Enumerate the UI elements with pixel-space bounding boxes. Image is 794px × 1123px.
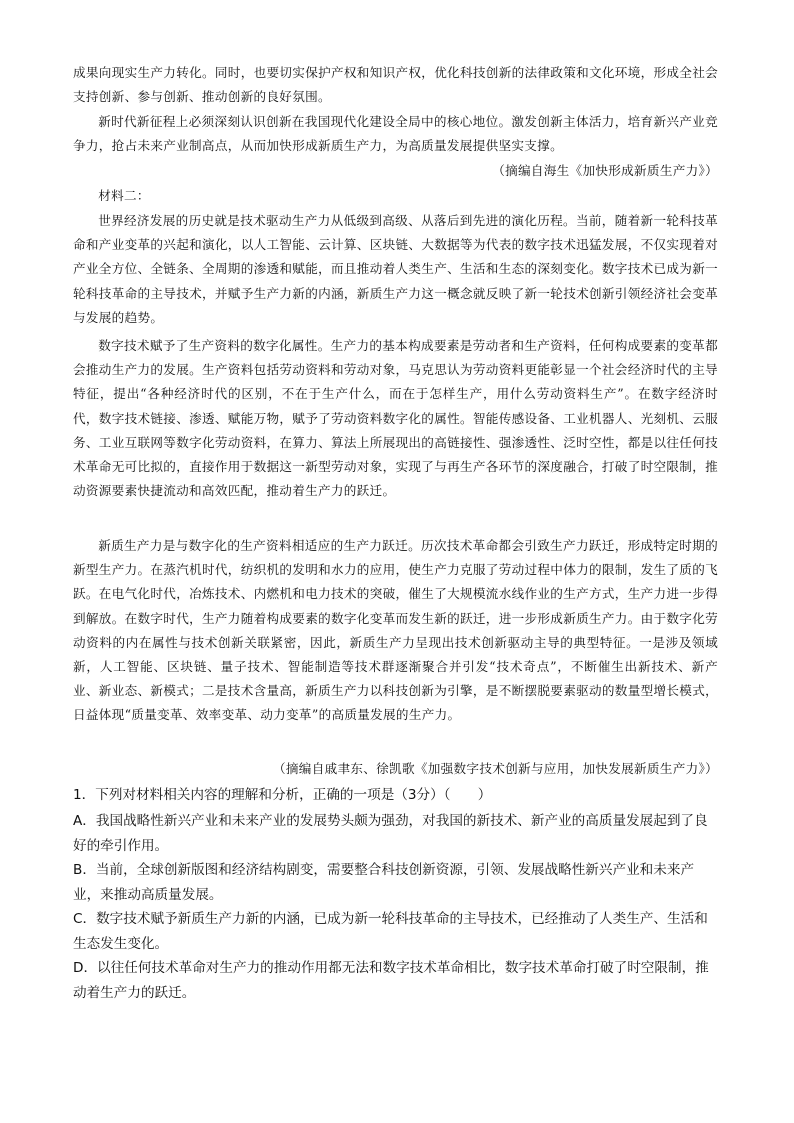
option-c: C．数字技术赋予新质生产力新的内涵，已成为新一轮科技革命的主导技术，已经推动了人类生产、生活和生态发生变化。 (73, 911, 708, 952)
question-stem: 1．下列对材料相关内容的理解和分析，正确的一项是（3分）（ ） (73, 787, 492, 803)
material2-paragraph-3: 新质生产力是与数字化的生产资料相适应的生产力跃迁。历次技术革命都会引致生产力跃迁，形成特定时期的新型生产力。在蒸汽机时代，纺织机的发明和水力的应用，使生产力克服了劳动过程中体力的限制，发生了质的飞跃。在电气化时代，冶炼技术、内燃机和电力技术的突破，催生了大规模流水线作业的生产方式，生产力进一步得到解放。在数字时代，生产力随着构成要素的数字化变革而发生新的跃迁，进一步形成新质生产力。由于数字化劳动资料的内在属性与技术创新关联紧密，因此，新质生产力呈现出技术创新驱动主导的典型特征。一是涉及领域新，人工智能、区块链、量子技术、智能制造等技术群逐渐聚合并引发“技术奇点”，不断催生出新技术、新产业、新业态、新模式；二是技术含量高，新质生产力以科技创新为引擎，是不断摆脱要素驱动的数量型增长模式，日益体现“质量变革、效率变革、动力变革”的高质量发展的生产力。 (73, 538, 718, 723)
material1-paragraph-1: 成果向现实生产力转化。同时，也要切实保护产权和知识产权，优化科技创新的法律政策和文化环境，形成全社会支持创新、参与创新、推动创新的良好氛围。 (73, 65, 718, 105)
option-a: A．我国战略性新兴产业和未来产业的发展势头颇为强劲，对我国的新技术、新产业的高质量发展起到了良好的牵引作用。 (73, 813, 708, 854)
material1-source: （摘编自海生《加快形成新质生产力》） (492, 163, 718, 178)
material2-heading: 材料二： (98, 188, 150, 203)
material2-paragraph-1: 世界经济发展的历史就是技术驱动生产力从低级到高级、从落后到先进的演化历程。当前，随着新一轮科技革命和产业变革的兴起和演化，以人工智能、云计算、区块链、大数据等为代表的数字技术迅猛发展，不仅实现着对产业全方位、全链条、全周期的渗透和赋能，而且推动着人类生产、生活和生态的深刻变化。数字技术已成为新一轮科技革命的主导技术，并赋予生产力新的内涵，新质生产力这一概念就反映了新一轮技术创新引领经济社会变革与发展的趋势。 (73, 213, 718, 325)
material2-paragraph-2: 数字技术赋予了生产资料的数字化属性。生产力的基本构成要素是劳动者和生产资料，任何构成要素的变革都会推动生产力的发展。生产资料包括劳动资料和劳动对象，马克思认为劳动资料更能彰显一个社会经济时代的主导特征，提出“各种经济时代的区别，不在于生产什么，而在于怎样生产，用什么劳动资料生产”。在数字经济时代，数字技术链接、渗透、赋能万物，赋予了劳动资料数字化的属性。智能传感设备、工业机器人、光刻机、云服务、工业互联网等数字化劳动资料，在算力、算法上所展现出的高链接性、强渗透性、泛时空性，都是以往任何技术革命无可比拟的，直接作用于数据这一新型劳动对象，实现了与再生产各环节的深度融合，打破了时空限制，推动资源要素快捷流动和高效匹配，推动着生产力的跃迁。 (73, 338, 718, 499)
option-b: B．当前，全球创新版图和经济结构剧变，需要整合科技创新资源，引领、发展战略性新兴产业和未来产业，来推动高质量发展。 (73, 862, 695, 903)
option-d: D．以往任何技术革命对生产力的推动作用都无法和数字技术革命相比，数字技术革命打破了时空限制，推动着生产力的跃迁。 (73, 960, 709, 1001)
material2-source: （摘编自戚聿东、徐凯歌《加强数字技术创新与应用，加快发展新质生产力》） (273, 761, 718, 776)
material1-paragraph-2: 新时代新征程上必须深刻认识创新在我国现代化建设全局中的核心地位。激发创新主体活力，培育新兴产业竞争力，抢占未来产业制高点，从而加快形成新质生产力，为高质量发展提供坚实支撑。 (73, 114, 718, 154)
